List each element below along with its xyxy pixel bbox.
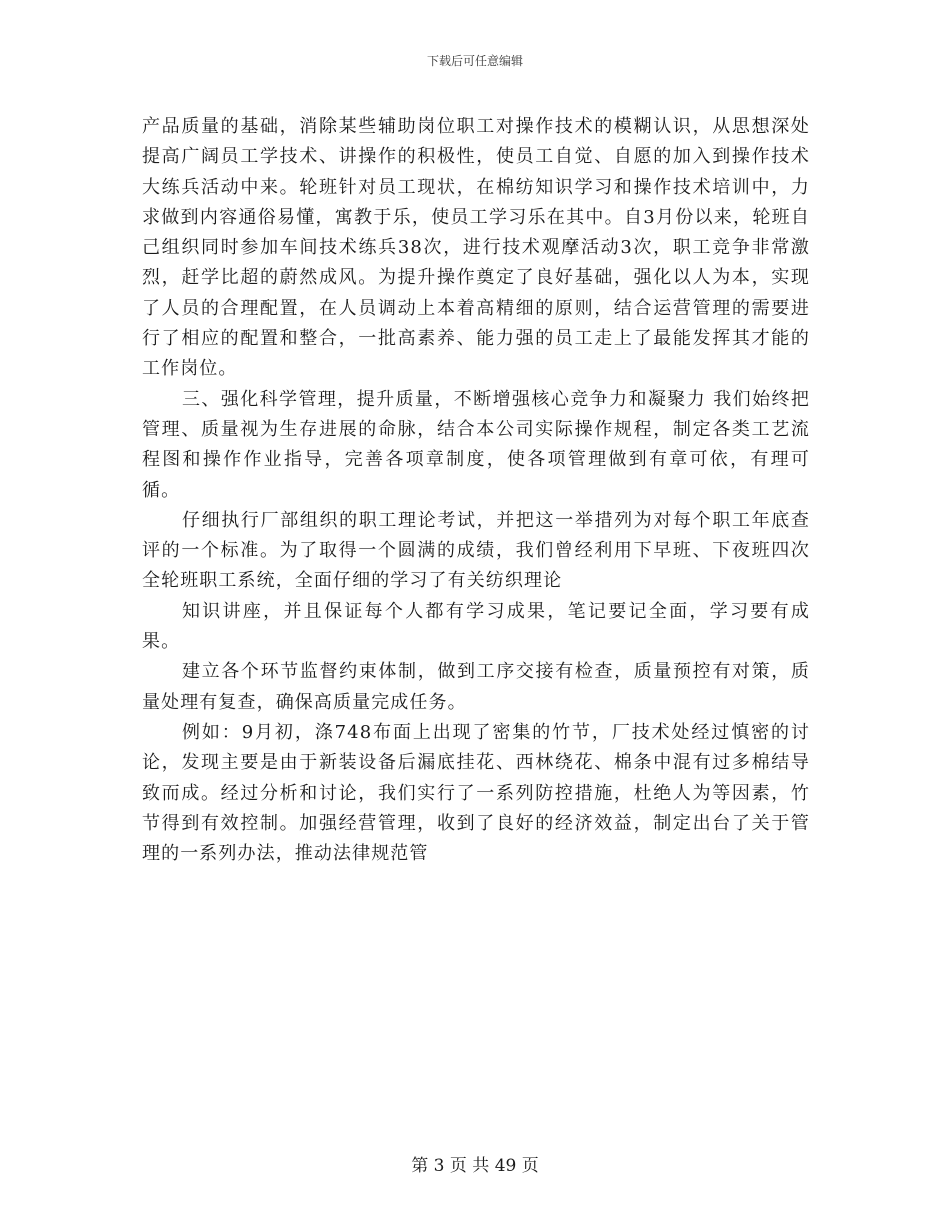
paragraph-supervision: 建立各个环节监督约束体制，做到工序交接有检查，质量预控有对策，质量处理有复查，确保高质量完成任务。 <box>142 661 810 713</box>
page-number: 第 3 页 共 49 页 <box>411 1156 539 1176</box>
paragraph-continued: 产品质量的基础，消除某些辅助岗位职工对操作技术的模糊认识，从思想深处提高广阔员工学技术、讲操作的积极性，使员工自觉、自愿的加入到操作技术大练兵活动中来。轮班针对员工现状，在棉纺知识学习和操作技术培训中，力求做到内容通俗易懂，寓教于乐，使员工学习乐在其中。自3月份以来，轮班自己组织同时参加车间技术练兵38次，进行技术观摩活动3次，职工竞争非常激烈，赶学比超的蔚然成风。为提升操作奠定了良好基础，强化以人为本，实现了人员的合理配置，在人员调动上本着高精细的原则，结合运营管理的需要进行了相应的配置和整合，一批高素养、能力强的员工走上了最能发挥其才能的工作岗位。 <box>142 116 810 380</box>
document-body <box>142 112 810 869</box>
paragraph-knowledge-lecture: 知识讲座，并且保证每个人都有学习成果，笔记要记全面，学习要有成果。 <box>142 600 810 653</box>
paragraph-theory-exam: 仔细执行厂部组织的职工理论考试，并把这一举措列为对每个职工年底查评的一个标准。为了取得一个圆满的成绩，我们曾经利用下早班、下夜班四次全轮班职工系统，全面仔细的学习了有关纺织理论 <box>142 509 810 592</box>
page-header-note: 下载后可任意编辑 <box>426 54 523 68</box>
paragraph-section-three: 三、强化科学管理，提升质量，不断增强核心竞争力和凝聚力 我们始终把管理、质量视为生存进展的命脉，结合本公司实际操作规程，制定各类工艺流程图和操作作业指导，完善各项章制度，使各项管理做到有章可依，有理可循。 <box>142 388 810 501</box>
paragraph-example: 例如：9月初，涤748布面上出现了密集的竹节，厂技术处经过慎密的讨论，发现主要是由于新装设备后漏底挂花、西林绕花、棉条中混有过多棉结导致而成。经过分析和讨论，我们实行了一系列防控措施，杜绝人为等因素，竹节得到有效控制。加强经营管理，收到了良好的经济效益，制定出台了关于管理的一系列办法，推动法律规范管 <box>142 721 810 865</box>
